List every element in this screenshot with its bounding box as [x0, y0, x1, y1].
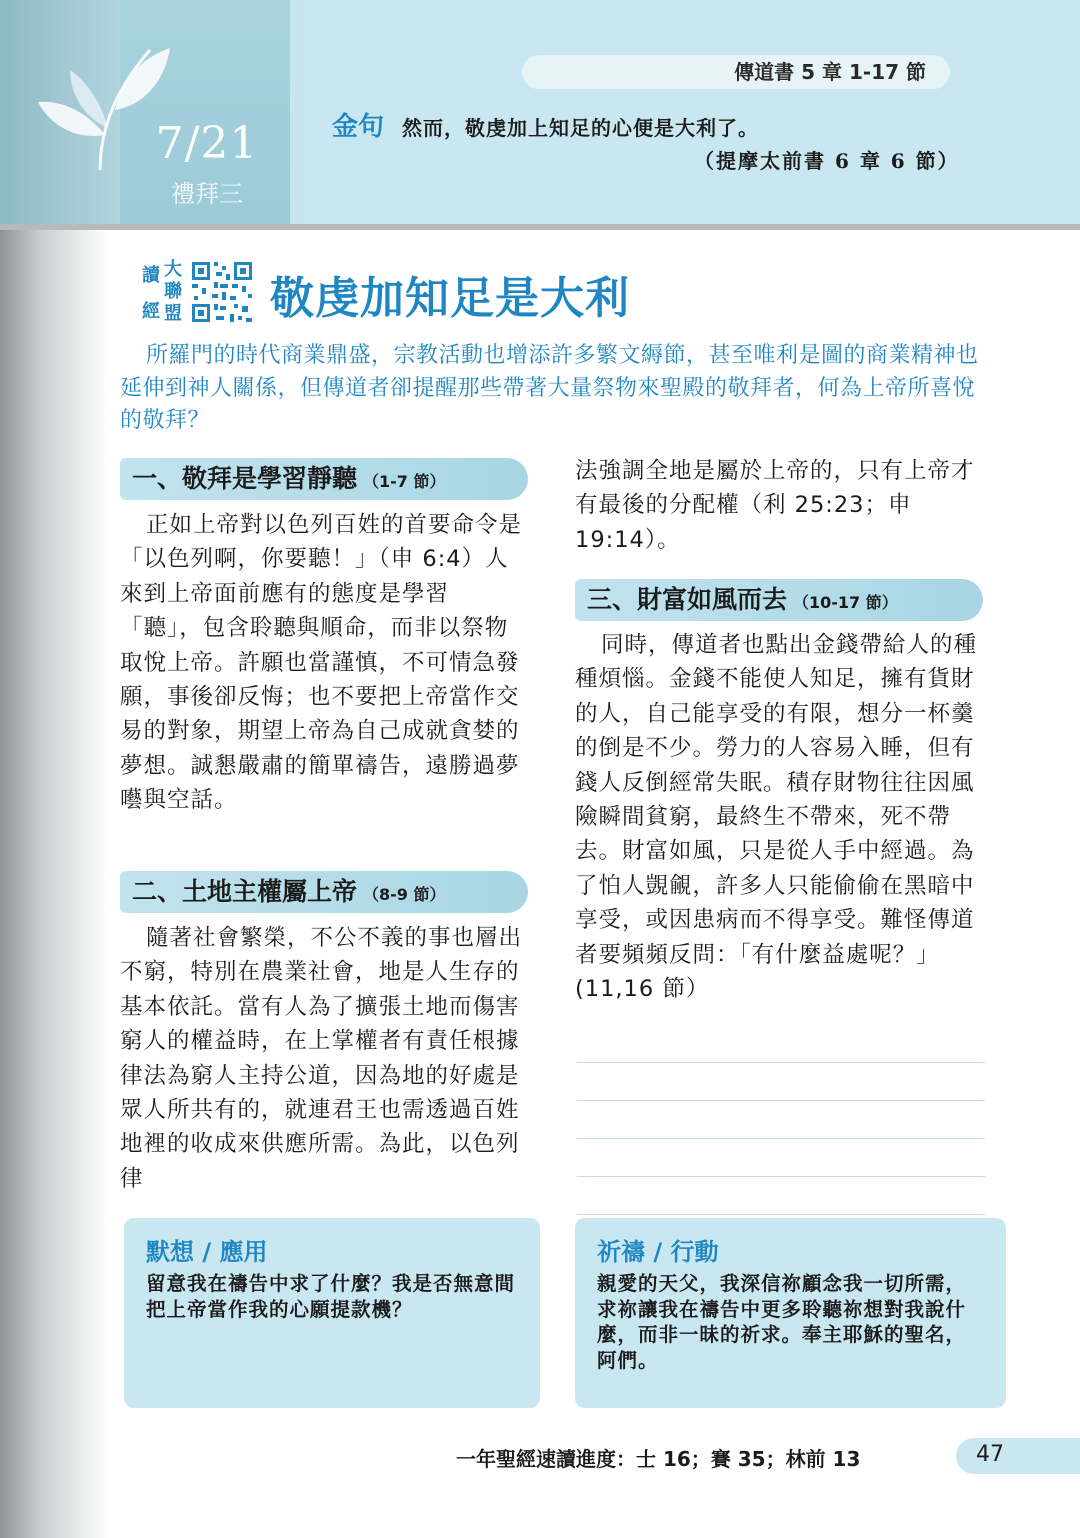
scripture-reference: 傳道書 5 章 1-17 節: [522, 55, 950, 89]
page-number: 47: [976, 1442, 1004, 1467]
reflect-label: 默想 / 應用: [146, 1238, 268, 1266]
page-title: 敬虔加知足是大利: [270, 273, 630, 324]
section-ref: （1-7 節）: [363, 472, 446, 491]
brand-tag-char: 大: [164, 259, 182, 280]
note-line: [577, 1100, 985, 1101]
prayer-text: 親愛的天父，我深信祢顧念我一切所需，求祢讓我在禱告中更多聆聽祢想對我說什麼，而非一昧的祈求。奉主耶穌的聖名，阿們。: [597, 1272, 967, 1372]
note-line: [577, 1176, 985, 1177]
intro-paragraph: 所羅門的時代商業鼎盛，宗教活動也增添許多繁文縟節，甚至唯利是圖的商業精神也延伸到神人關係，但傳道者卻提醒那些帶著大量祭物來聖殿的敬拜者，何為上帝所喜悅的敬拜？: [120, 343, 979, 433]
section-heading: [120, 871, 528, 913]
section-heading: [120, 458, 528, 500]
section-body: 正如上帝對以色列百姓的首要命令是「以色列啊，你要聽！」（申 6:4）人來到上帝面前應有的態度是學習「聽」，包含聆聽與順命，而非以祭物取悅上帝。許願也當謹慎，不可情急發願，事後卻反悔；也不要把上帝當作交易的對象，期望上帝為自己成就貪婪的夢想。誠懇嚴肅的簡單禱告，遠勝過夢囈與空話。: [120, 512, 523, 814]
brand-tag-char: 聯: [164, 281, 182, 302]
prayer-label: 祈禱 / 行動: [597, 1238, 719, 1266]
reflect-box: [124, 1218, 540, 1408]
brand-tag-char: 盟: [164, 303, 182, 324]
weekday: 禮拜三: [171, 180, 243, 208]
section-title: 二、土地主權屬上帝: [132, 877, 358, 906]
golden-verse-label: 金句: [332, 112, 385, 142]
section-title: 一、敬拜是學習靜聽: [132, 464, 358, 493]
brand-tag-char: 讀: [142, 265, 160, 286]
section-body-continued: 法強調全地是屬於上帝的，只有上帝才有最後的分配權（利 25:23；申 19:14）。: [575, 458, 975, 553]
section-ref: （10-17 節）: [793, 593, 898, 612]
section-body: 同時，傳道者也點出金錢帶給人的種種煩惱。金錢不能使人知足，擁有貨財的人，自己能享受的有限，想分一杯羹的倒是不少。勞力的人容易入睡，但有錢人反倒經常失眠。積存財物往往因風險瞬間貧窮，最終生不帶來，死不帶去。財富如風，只是從人手中經過。為了怕人覬覦，許多人只能偷偷在黑暗中享受，或因患病而不得享受。難怪傳道者要頻頻反問：「有什麼益處呢？」(11,16 節）: [575, 632, 978, 1003]
note-line: [577, 1138, 985, 1139]
page-number-tab: [956, 1438, 1080, 1474]
section-ref: （8-9 節）: [363, 885, 446, 904]
section-title: 三、財富如風而去: [587, 585, 788, 614]
prayer-box: [575, 1218, 1006, 1408]
header-divider: [0, 224, 1080, 230]
date: 7/21: [155, 118, 259, 169]
reading-progress: 一年聖經速讀進度：士 16；賽 35；林前 13: [456, 1447, 861, 1471]
section-body: 隨著社會繁榮，不公不義的事也層出不窮，特別在農業社會，地是人生存的基本依託。當有人為了擴張土地而傷害窮人的權益時，在上掌權者有責任根據律法為窮人主持公道，因為地的好處是眾人所共有的，就連君王也需透過百姓地裡的收成來供應所需。為此，以色列律: [120, 925, 523, 1192]
golden-verse: 然而，敬虔加上知足的心便是大利了。: [402, 116, 759, 140]
golden-verse-reference: （提摩太前書 6 章 6 節）: [694, 149, 960, 173]
reflect-text: 留意我在禱告中求了什麼？我是否無意間把上帝當作我的心願提款機？: [146, 1272, 516, 1321]
book-spine-shadow: [0, 0, 110, 1538]
brand-tag-char: 經: [142, 301, 160, 322]
qr-code-icon[interactable]: [190, 260, 254, 324]
note-line: [577, 1214, 985, 1215]
section-heading: [575, 579, 983, 621]
note-line: [577, 1062, 985, 1063]
